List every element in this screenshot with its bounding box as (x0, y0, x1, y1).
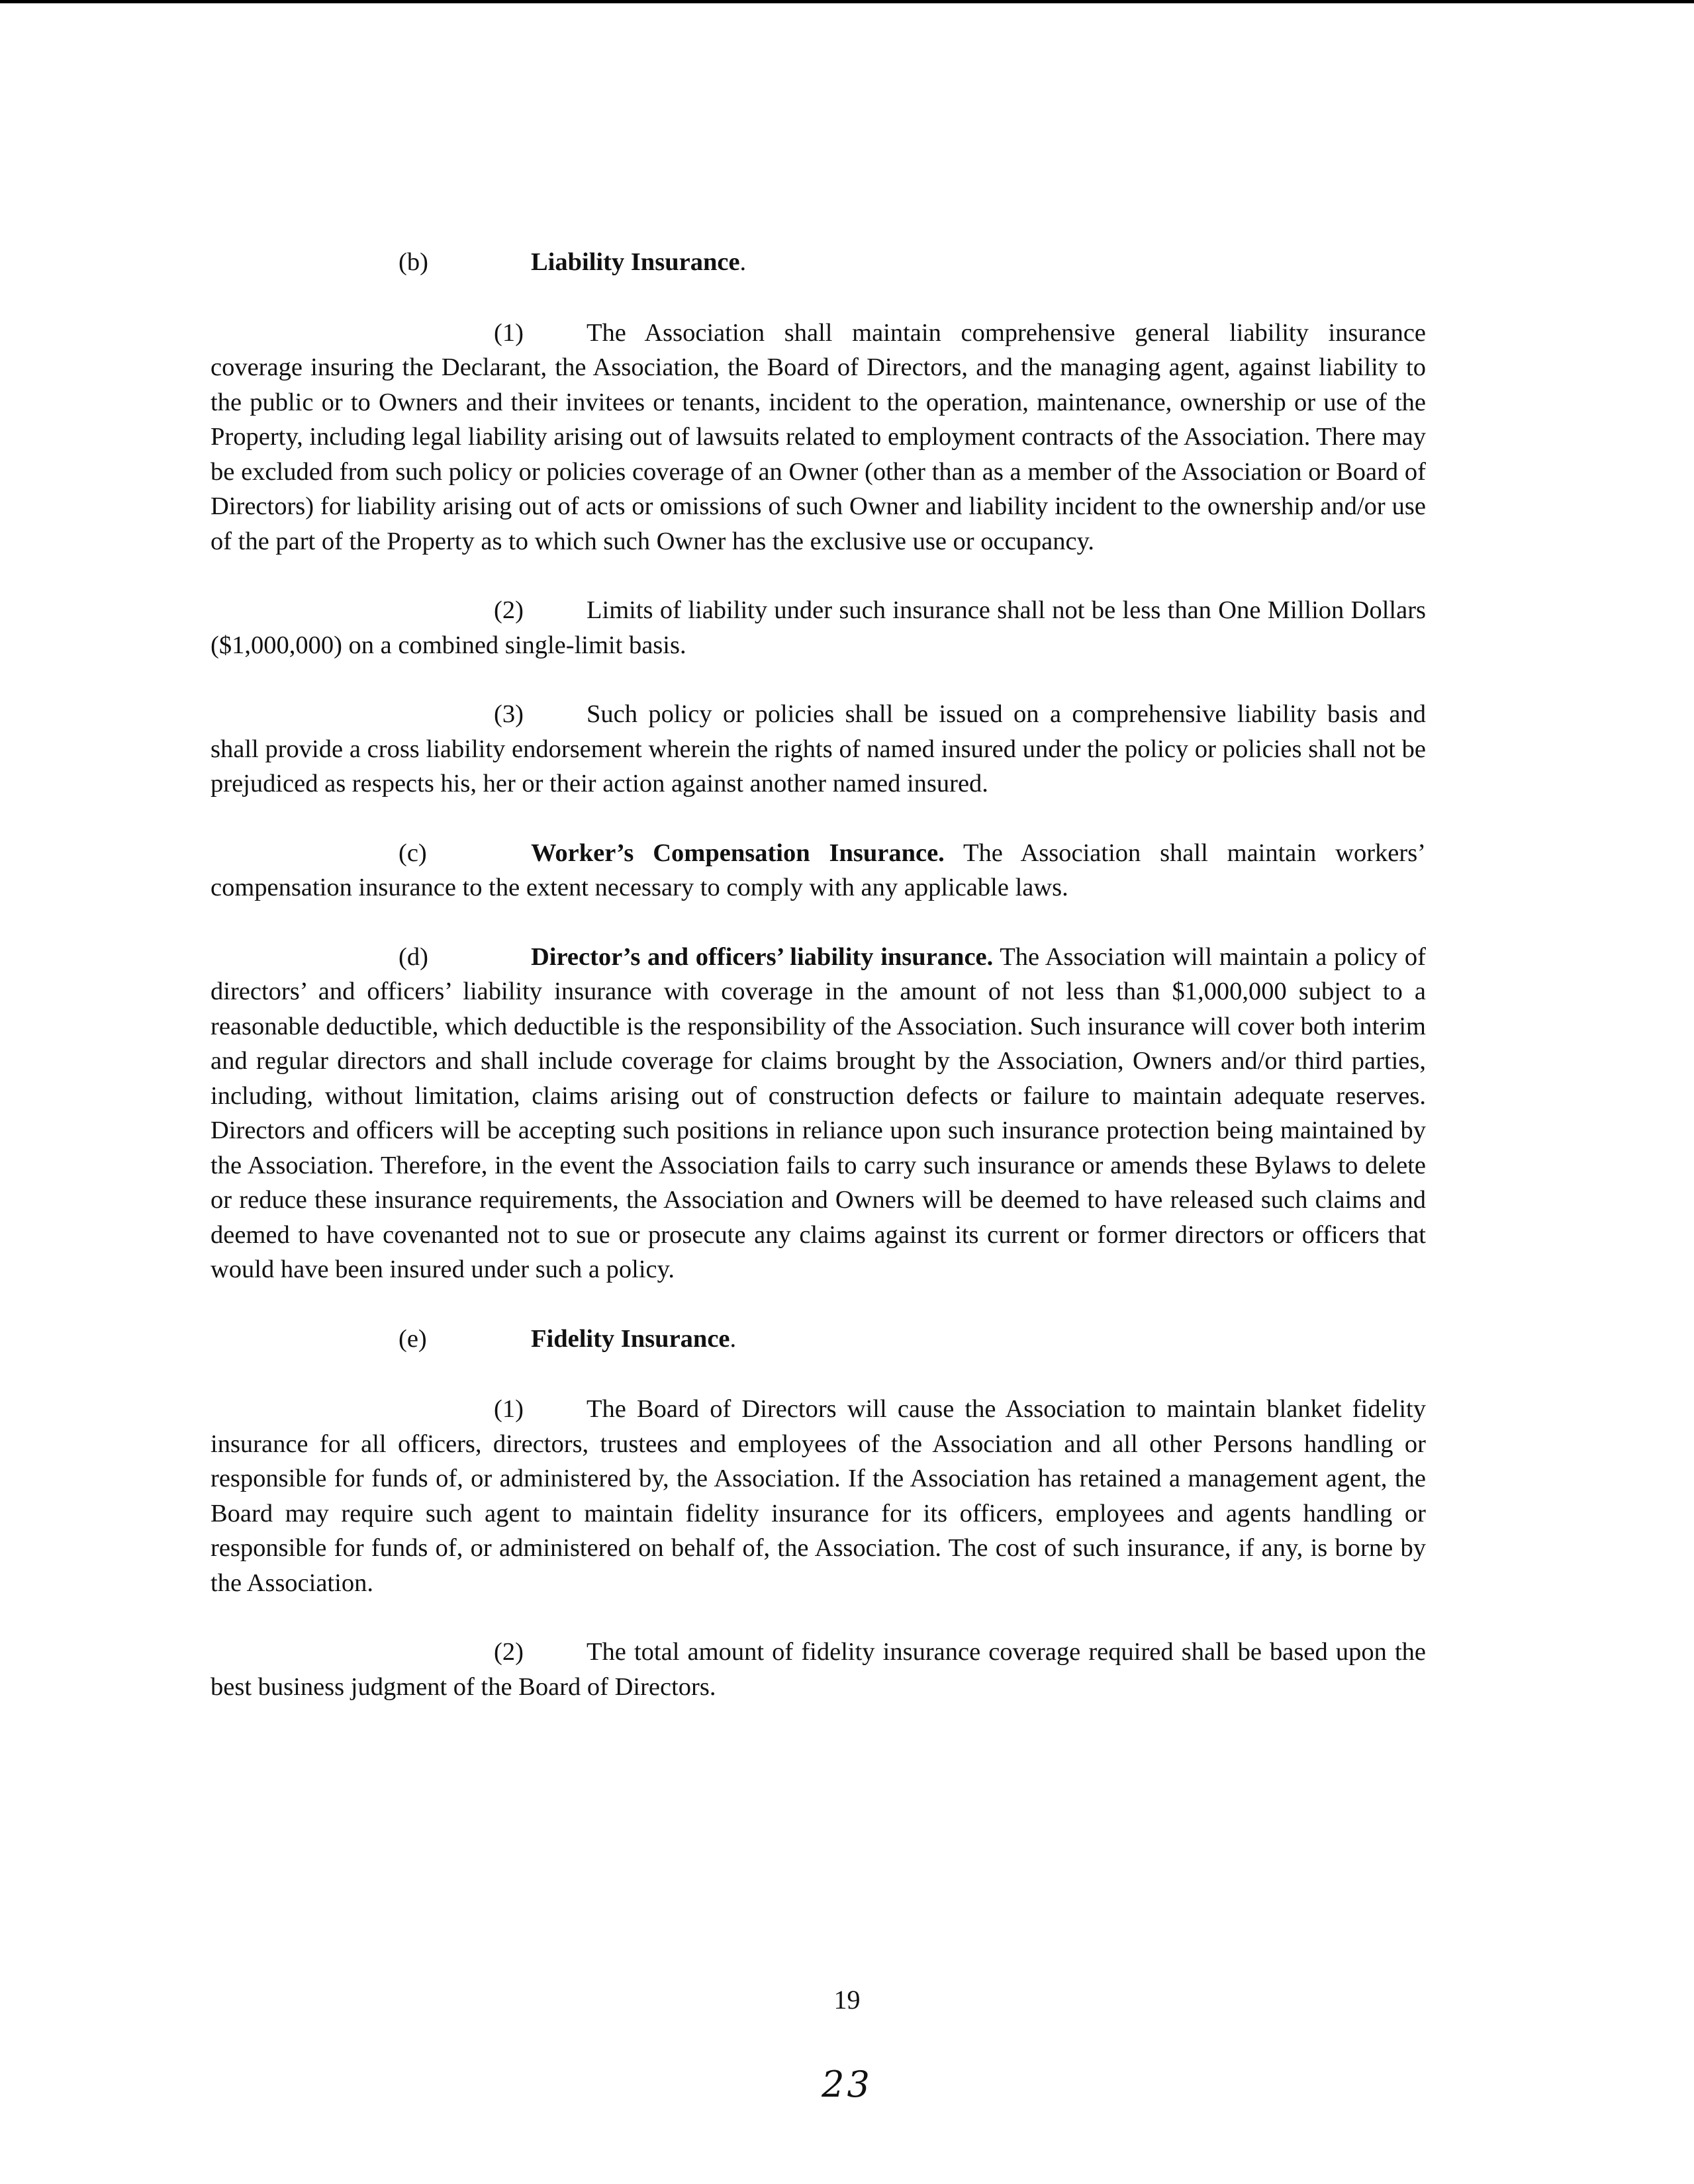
section-d-label: (d) (399, 942, 428, 971)
item-number: (1) (494, 1395, 524, 1423)
section-e-heading (211, 1322, 1426, 1357)
item-text: The Association shall maintain comprehensive general liability insurance coverage insuring the Declarant, the Association, the Board of Directors, and the managing agent, against liability to the public or to Owners and their invitees or tenants, incident to the operation, maintenance, ownership or use of the Property, including legal liability arising out of lawsuits related to employment contracts of the Association. There may be excluded from such policy or policies coverage of an Owner (other than as a member of the Association or Board of Directors) for liability arising out of acts or omissions of such Owner and liability incident to the ownership and/or use of the part of the Property as to which such Owner has the exclusive use or occupancy. (211, 318, 1426, 555)
section-c-label: (c) (399, 839, 427, 867)
section-e-item-2 (211, 1635, 1426, 1704)
section-b-label: (b) (399, 248, 428, 276)
item-text: The total amount of fidelity insurance coverage required shall be based upon the best business judgment of the Board of Directors. (211, 1638, 1426, 1701)
section-d-title: Director’s and officers’ liability insurance. (531, 942, 994, 971)
item-text: Such policy or policies shall be issued on a comprehensive liability basis and shall provide a cross liability endorsement wherein the rights of named insured under the policy or policies shall not be prejudiced as respects his, her or their action against another named insured. (211, 700, 1426, 797)
section-d-text: The Association will maintain a policy of directors’ and officers’ liability insurance with coverage in the amount of not less than $1,000,000 subject to a reasonable deductible, which deductible is the responsibility of the Association. Such insurance will cover both interim and regular directors and shall include coverage for claims brought by the Association, Owners and/or third parties, including, without limitation, claims arising out of construction defects or failure to maintain adequate reserves. Directors and officers will be accepting such positions in reliance upon such insurance protection being maintained by the Association. Therefore, in the event the Association fails to carry such insurance or amends these Bylaws to delete or reduce these insurance requirements, the Association and Owners will be deemed to have released such claims and deemed to have covenanted not to sue or prosecute any claims against its current or former directors or officers that would have been insured under such a policy. (211, 942, 1426, 1283)
item-number: (3) (494, 700, 524, 728)
page-top-border (0, 0, 1694, 3)
section-c (211, 836, 1426, 905)
document-page (211, 245, 1426, 1739)
section-b-heading (211, 245, 1426, 280)
section-c-text: The Association shall maintain workers’ compensation insurance to the extent necessary to comply with any applicable laws. (211, 839, 1426, 901)
section-e-title: Fidelity Insurance (531, 1324, 730, 1353)
section-b-title: Liability Insurance (531, 248, 740, 276)
page-number: 19 (833, 1985, 861, 2015)
section-d (211, 940, 1426, 1287)
item-number: (1) (494, 318, 524, 347)
item-text: The Board of Directors will cause the Association to maintain blanket fidelity insurance for all officers, directors, trustees and employees of the Association and all other Persons handling or responsible for funds of, or administered by, the Association. If the Association has retained a management agent, the Board may require such agent to maintain fidelity insurance for its officers, employees and agents handling or responsible for funds of, or administered on behalf of, the Association. The cost of such insurance, if any, is borne by the Association. (211, 1395, 1426, 1597)
item-text: Limits of liability under such insurance shall not be less than One Million Dollars ($1,000,000) on a combined single-limit basis. (211, 596, 1426, 659)
section-b-item-3 (211, 697, 1426, 801)
section-e-title-punct: . (729, 1324, 737, 1353)
section-e-item-1 (211, 1392, 1426, 1600)
section-b-title-punct: . (739, 248, 747, 276)
section-b-item-1 (211, 316, 1426, 559)
handwritten-page-number: 23 (822, 2064, 872, 2105)
item-number: (2) (494, 596, 524, 624)
item-number: (2) (494, 1638, 524, 1666)
section-c-title: Worker’s Compensation Insurance. (531, 839, 945, 867)
section-e-label: (e) (399, 1324, 427, 1353)
section-b-item-2 (211, 593, 1426, 662)
